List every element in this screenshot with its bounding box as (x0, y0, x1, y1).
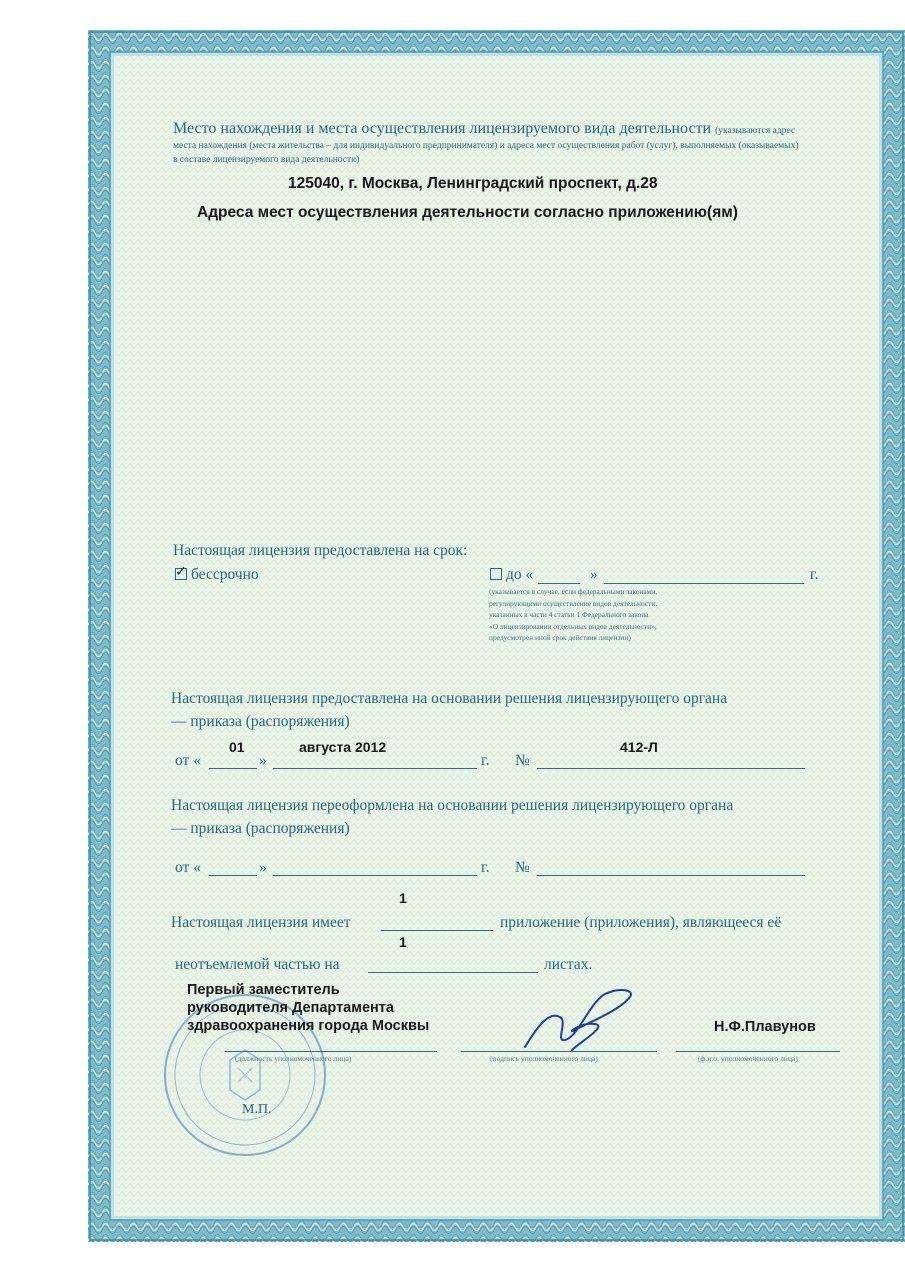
location-note-2: места нахождения (места жительства – для индивидуального предпринимателя) и адреса мест осуществления работ (услуг), выполняемых (оказываемых) (173, 141, 799, 151)
name-blank (676, 1051, 840, 1052)
term-unlimited-option[interactable] (175, 566, 259, 584)
basis-number: 412-Л (620, 739, 658, 755)
reissue-from-label: от « (175, 859, 201, 876)
places-note: Адреса мест осуществления деятельности согласно приложению(ям) (197, 204, 738, 221)
reissue-date-blank (273, 875, 477, 876)
reissue-number-blank (537, 875, 805, 876)
sheets-count: 1 (399, 934, 407, 950)
annex-count: 1 (399, 890, 407, 906)
signer-name: Н.Ф.Плавунов (714, 1019, 816, 1035)
term-header: Настоящая лицензия предоставлена на срок: (173, 542, 468, 559)
signer-position: Первый заместитель руководителя Департамента здравоохранения города Москвы (187, 982, 430, 1034)
location-header: Место нахождения и места осуществления лицензируемого вида деятельности (указываются адрес (173, 120, 796, 137)
until-quote: » (590, 566, 598, 583)
until-checkbox[interactable] (490, 568, 502, 580)
basis-date-blank (273, 768, 477, 769)
basis-month-year: августа 2012 (299, 739, 387, 755)
until-year-suffix: г. (810, 566, 819, 583)
basis-quote: » (259, 752, 267, 769)
basis-number-label: № (515, 752, 530, 769)
reissue-year-suffix: г. (481, 859, 490, 876)
annex-prefix: Настоящая лицензия имеет (171, 914, 351, 931)
signature-blank (461, 1051, 657, 1052)
basis-from-label: от « (175, 752, 201, 769)
license-sheet (88, 30, 905, 1242)
caption-signature: (подпись уполномоченного лица) (490, 1054, 598, 1063)
unlimited-label: бессрочно (191, 566, 259, 583)
reissue-line-2: — приказа (распоряжения) (171, 820, 350, 837)
basis-year-suffix: г. (481, 752, 490, 769)
basis-day: 01 (229, 739, 245, 755)
caption-name: (ф.и.о. уполномоченного лица) (698, 1054, 798, 1063)
until-date-blank (604, 583, 804, 584)
term-note: (указывается в случае, если федеральными законами, регулирующими осуществление видов деятельности, указанных в части 4 статьи 1 Федерального закона «О лицензировании отдельных видов деятельности», предусмотрен иной срок действия лицензии) (489, 587, 658, 642)
annex-suffix: приложение (приложения), являющееся её (500, 914, 782, 931)
basis-line-2: — приказа (распоряжения) (171, 713, 350, 730)
until-day-blank (538, 583, 580, 584)
reissue-number-label: № (515, 859, 530, 876)
reissue-day-blank (209, 875, 257, 876)
basis-day-blank (209, 768, 257, 769)
caption-position: (должность уполномоченного лица) (235, 1054, 352, 1063)
sheets-prefix: неотъемлемой частью на (175, 956, 340, 973)
unlimited-checkbox[interactable]: ✓ (175, 564, 187, 580)
basis-number-blank (537, 768, 805, 769)
signature (520, 982, 640, 1057)
basis-line-1: Настоящая лицензия предоставлена на основании решения лицензирующего органа (171, 690, 728, 707)
stamp-label: М.П. (242, 1102, 272, 1117)
term-until-option[interactable]: до « (490, 566, 533, 584)
sheets-suffix: листах. (544, 956, 593, 973)
address: 125040, г. Москва, Ленинградский проспект, д.28 (288, 175, 658, 192)
reissue-line-1: Настоящая лицензия переоформлена на основании решения лицензирующего органа (171, 797, 734, 814)
reissue-quote: » (259, 859, 267, 876)
sheets-blank (368, 972, 538, 973)
position-blank (225, 1051, 437, 1052)
location-note-3: в составе лицензируемого вида деятельности) (173, 155, 360, 165)
annex-blank (381, 930, 493, 931)
